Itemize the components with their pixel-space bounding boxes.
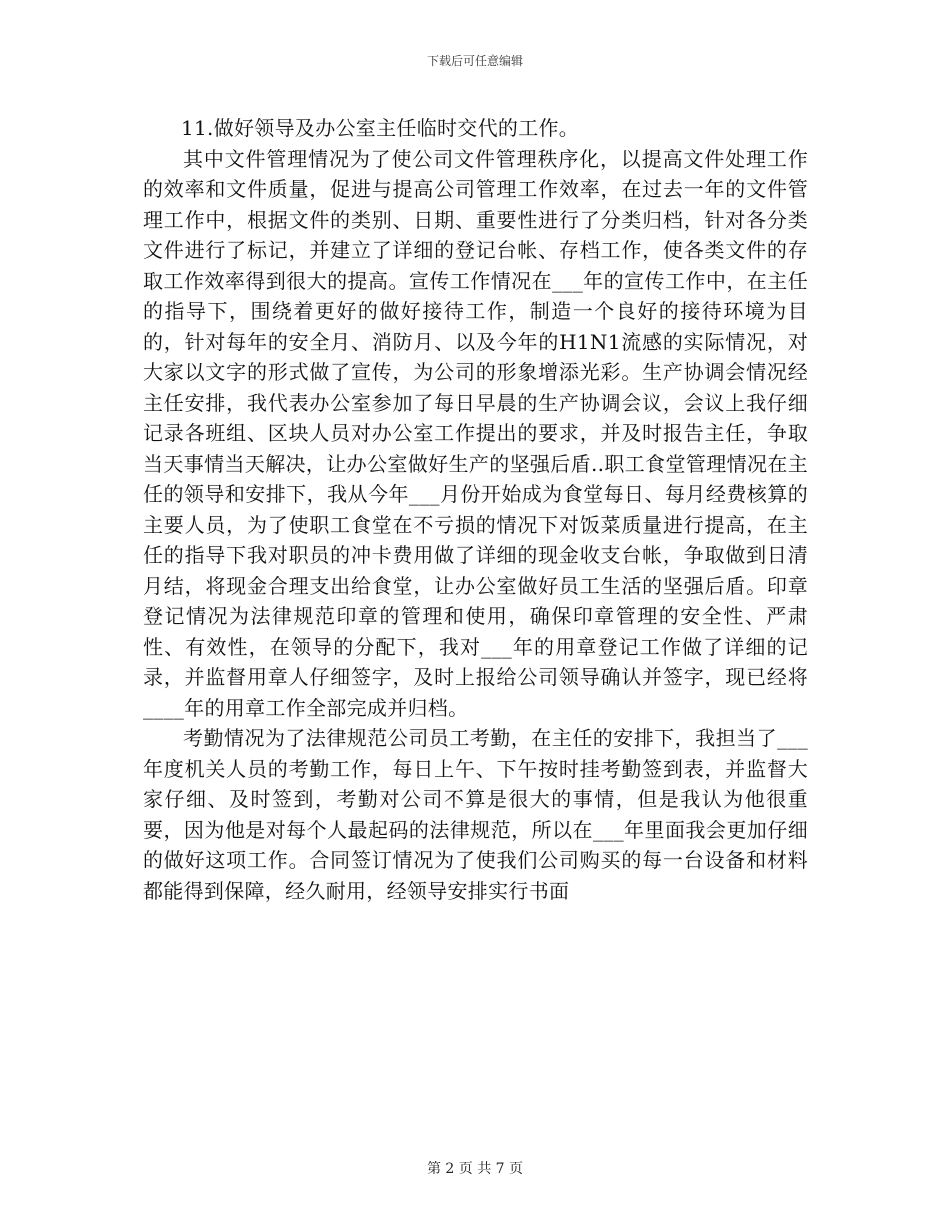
page-header: 下载后可任意编辑 — [426, 54, 523, 68]
document-body — [143, 113, 808, 906]
paragraph-work-summary: 其中文件管理情况为了使公司文件管理秩序化，以提高文件处理工作的效率和文件质量，促进与提高公司管理工作效率，在过去一年的文件管理工作中，根据文件的类别、日期、重要性进行了分类归档，针对各分类文件进行了标记，并建立了详细的登记台帐、存档工作，使各类文件的存取工作效率得到很大的提高。宣传工作情况在___年的宣传工作中，在主任的指导下，围绕着更好的做好接待工作，制造一个良好的接待环境为目的，针对每年的安全月、消防月、以及今年的H1N1流感的实际情况，对大家以文字的形式做了宣传，为公司的形象增添光彩。生产协调会情况经主任安排，我代表办公室参加了每日早晨的生产协调会议，会议上我仔细记录各班组、区块人员对办公室工作提出的要求，并及时报告主任，争取当天事情当天解决，让办公室做好生产的坚强后盾..职工食堂管理情况在主任的领导和安排下，我从今年___月份开始成为食堂每日、每月经费核算的主要人员，为了使职工食堂在不亏损的情况下对饭菜质量进行提高，在主任的指导下我对职员的冲卡费用做了详细的现金收支台帐，争取做到日清月结，将现金合理支出给食堂，让办公室做好员工生活的坚强后盾。印章登记情况为法律规范印章的管理和使用，确保印章管理的安全性、严肃性、有效性，在领导的分配下，我对___年的用章登记工作做了详细的记录，并监督用章人仔细签字，及时上报给公司领导确认并签字，现已经将____年的用章工作全部完成并归档。 — [143, 146, 808, 720]
paragraph-item-11: 11.做好领导及办公室主任临时交代的工作。 — [181, 116, 580, 140]
paragraph-attendance: 考勤情况为了法律规范公司员工考勤，在主任的安排下，我担当了___年度机关人员的考勤工作，每日上午、下午按时挂考勤签到表，并监督大家仔细、及时签到，考勤对公司不算是很大的事情，但是我认为他很重要，因为他是对每个人最起码的法律规范，所以在___年里面我会更加仔细的做好这项工作。合同签订情况为了使我们公司购买的每一台设备和材料都能得到保障，经久耐用，经领导安排实行书面 — [143, 726, 808, 903]
page-number: 第 2 页 共 7 页 — [426, 1161, 524, 1177]
